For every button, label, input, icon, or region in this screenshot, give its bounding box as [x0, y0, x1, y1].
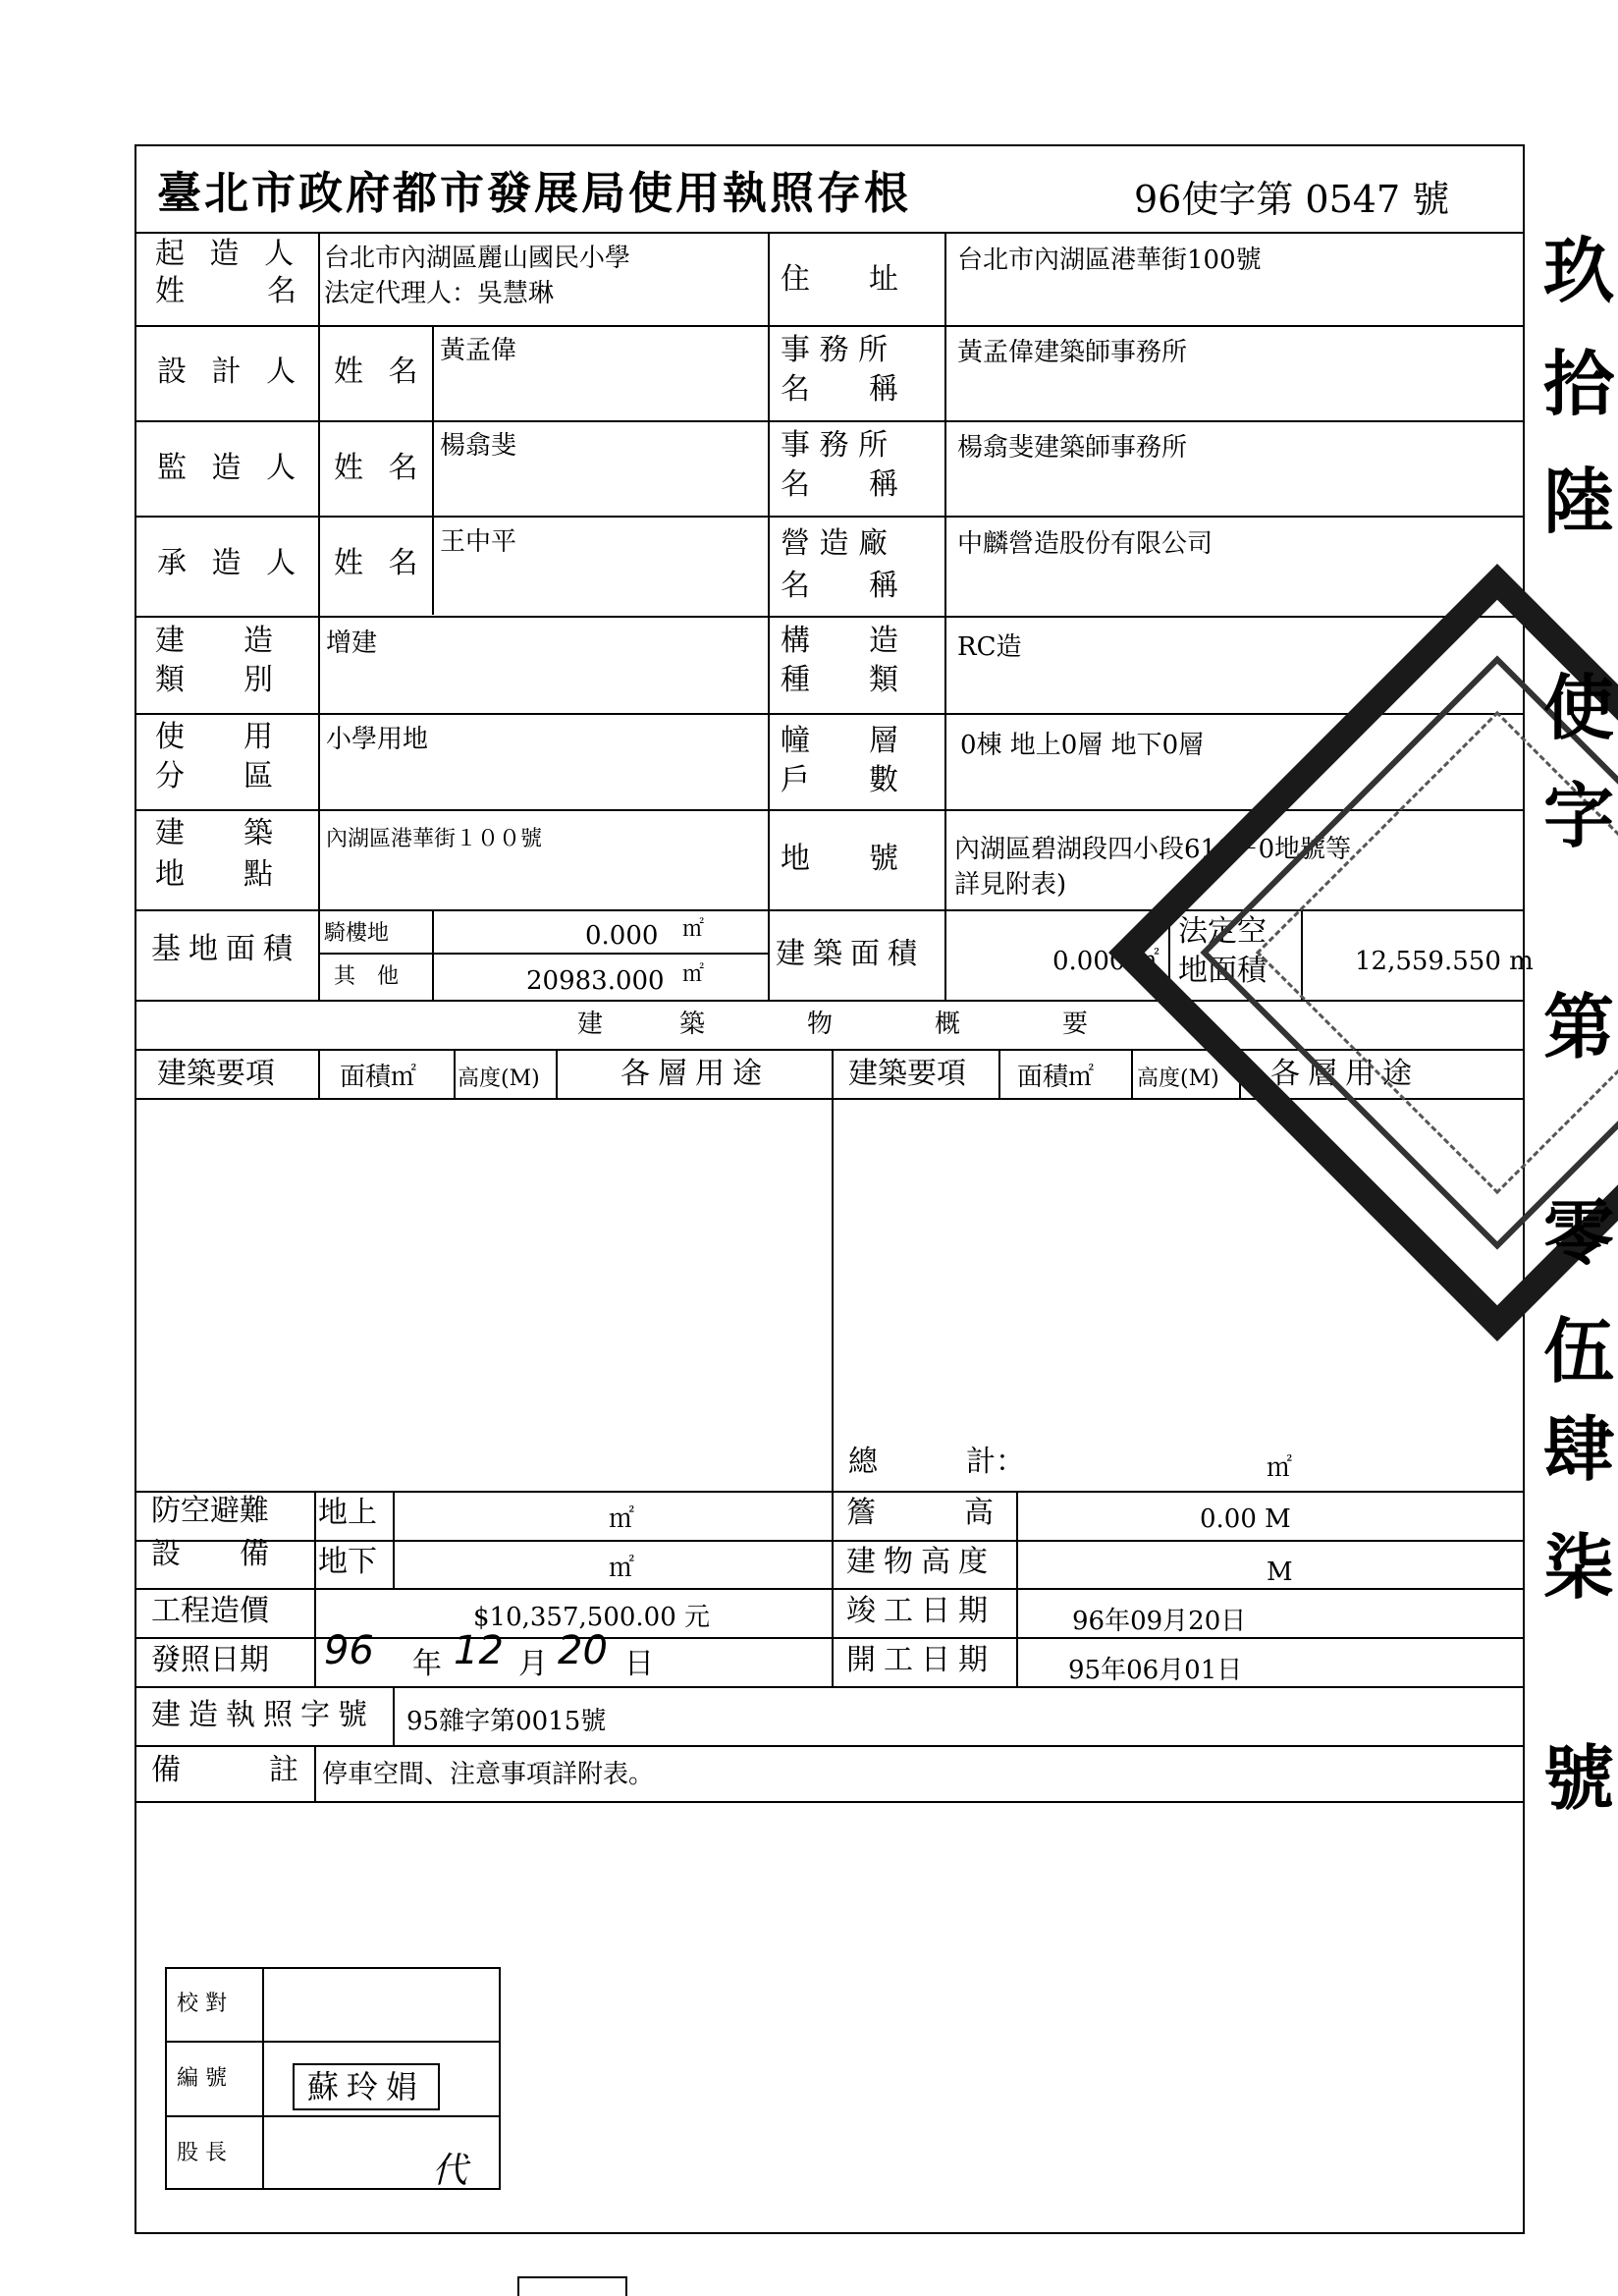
- rule: [135, 1491, 1525, 1493]
- crop-mark: [517, 2276, 519, 2296]
- rule: [1016, 1491, 1018, 1687]
- build-type-value: 增建: [326, 629, 378, 658]
- side-char: 玖: [1543, 229, 1615, 312]
- location-value: 內湖區港華街１００號: [326, 827, 543, 851]
- rule: [832, 1049, 834, 1491]
- rule: [135, 232, 1525, 234]
- rule: [135, 713, 1525, 715]
- side-char: 伍: [1543, 1309, 1615, 1393]
- issue-month-handwritten: 12: [454, 1628, 504, 1673]
- cost-label: 工程造價: [151, 1594, 269, 1628]
- rule: [314, 1745, 316, 1801]
- remarks-value: 停車空間、注意事項詳附表。: [322, 1760, 655, 1789]
- rule: [314, 1491, 316, 1687]
- open-space-value: 12,559.550 m: [1355, 947, 1534, 976]
- rule: [556, 1049, 558, 1098]
- remarks-label: 備 註: [151, 1753, 298, 1787]
- structure-value: RC造: [957, 632, 1022, 662]
- build-permit-value: 95雜字第0015號: [406, 1707, 607, 1736]
- rule: [165, 2115, 501, 2117]
- col-item-header: 建築要項: [848, 1057, 966, 1091]
- shelter-above-unit: ㎡: [609, 1504, 635, 1534]
- above-ground-label: 地上: [318, 1496, 377, 1530]
- supervisor-label: 監 造 人: [157, 451, 304, 485]
- clerk-name-stamp: 蘇玲娟: [293, 2063, 440, 2110]
- rule: [135, 1801, 1525, 1803]
- building-height-value: M: [1267, 1558, 1293, 1587]
- name-label: 姓 名: [334, 451, 426, 485]
- rule: [998, 1049, 1000, 1098]
- side-char: 號: [1543, 1736, 1615, 1820]
- chief-mark: 代: [432, 2151, 468, 2191]
- rule: [262, 1967, 264, 2190]
- building-area-label: 建築面積: [776, 937, 925, 971]
- address-label: 住 址: [781, 262, 898, 297]
- side-char: 肆: [1543, 1407, 1615, 1491]
- zoning-label: 使 用: [155, 720, 273, 754]
- completion-value: 96年09月20日: [1072, 1607, 1247, 1636]
- total-unit: ㎡: [1267, 1453, 1293, 1483]
- builder-label: 名 稱: [781, 569, 898, 603]
- contractor-label: 承 造 人: [157, 546, 304, 580]
- office-label: 名 稱: [781, 372, 898, 407]
- col-height-header: 高度(M): [1137, 1066, 1219, 1091]
- designer-office: 黃孟偉建築師事務所: [957, 338, 1188, 367]
- total-label: 總 計：: [848, 1445, 1025, 1479]
- zoning-value: 小學用地: [326, 725, 429, 754]
- number-label: 編 號: [177, 2066, 227, 2091]
- rule: [393, 1686, 395, 1745]
- issue-day-handwritten: 20: [558, 1628, 608, 1673]
- supervisor-name: 楊翕斐: [440, 431, 517, 461]
- col-item-header: 建築要項: [157, 1057, 275, 1091]
- check-label: 校 對: [177, 1992, 227, 2016]
- chief-label: 股 長: [177, 2141, 227, 2165]
- sqm-unit: ㎡: [682, 962, 705, 987]
- issue-month-suffix: 月: [518, 1647, 548, 1681]
- contractor-company: 中麟營造股份有限公司: [957, 529, 1214, 559]
- arcade-area: 0.000: [585, 921, 659, 951]
- open-space-label: 法定空: [1178, 914, 1267, 949]
- floors-value: 0棟 地上0層 地下0層: [960, 731, 1205, 760]
- col-use-header: 各層用途: [1270, 1057, 1420, 1091]
- rule: [432, 325, 434, 615]
- location-label: 建 築: [155, 816, 273, 850]
- floors-label: 戶 數: [781, 763, 898, 797]
- lot-no-label: 地 號: [781, 842, 898, 876]
- cost-value: $10,357,500.00 元: [473, 1603, 711, 1632]
- start-date-label: 開工日期: [846, 1643, 996, 1677]
- shelter-label: 設 備: [151, 1537, 269, 1571]
- build-type-label: 建 造: [155, 624, 273, 658]
- location-label: 地 點: [155, 857, 273, 892]
- floors-label: 幢 層: [781, 724, 898, 758]
- col-use-header: 各層用途: [620, 1057, 770, 1091]
- build-type-label: 類 別: [155, 663, 273, 697]
- issue-year-suffix: 年: [412, 1647, 442, 1681]
- arcade-label: 騎樓地: [324, 921, 390, 946]
- structure-label: 構 造: [781, 624, 898, 658]
- side-char: 第: [1543, 985, 1615, 1068]
- start-date-value: 95年06月01日: [1068, 1656, 1243, 1685]
- side-char: 使: [1543, 666, 1615, 749]
- rule: [454, 1049, 456, 1098]
- other-area: 20983.000: [526, 966, 665, 996]
- rule: [135, 1686, 1525, 1688]
- completion-label: 竣工日期: [846, 1594, 996, 1628]
- side-char: 零: [1543, 1191, 1615, 1275]
- build-permit-label: 建造執照字號: [151, 1698, 375, 1732]
- rule: [135, 1745, 1525, 1747]
- rule: [944, 232, 946, 1000]
- rule: [318, 953, 768, 955]
- building-area-value: 0.000 ㎡: [1052, 947, 1160, 976]
- shelter-below-unit: ㎡: [609, 1554, 635, 1583]
- overview-title: 建 築 物 概 要: [577, 1010, 1089, 1039]
- rule: [318, 232, 320, 1000]
- site-area-label: 基地面積: [151, 932, 300, 966]
- applicant-name: 台北市內湖區麗山國民小學: [324, 244, 631, 273]
- col-height-header: 高度(M): [458, 1066, 540, 1091]
- issue-date-label: 發照日期: [151, 1643, 269, 1677]
- side-char: 柒: [1543, 1525, 1615, 1609]
- side-char: 字: [1543, 774, 1615, 857]
- issue-year-handwritten: 96: [324, 1628, 374, 1673]
- rule: [318, 1049, 320, 1098]
- side-char: 拾: [1543, 342, 1615, 425]
- designer-name: 黃孟偉: [440, 336, 517, 365]
- rule: [135, 516, 1525, 518]
- sqm-unit: ㎡: [682, 917, 705, 942]
- builder-label: 營 造 廠: [781, 526, 889, 561]
- side-char: 陸: [1543, 460, 1615, 543]
- crop-mark: [517, 2276, 625, 2278]
- page-title: 臺北市政府都市發展局使用執照存根: [157, 167, 912, 219]
- office-label: 事 務 所: [781, 333, 889, 367]
- name-label: 姓 名: [334, 546, 426, 580]
- eave-label: 簷 高: [846, 1496, 994, 1530]
- eave-value: 0.00 M: [1200, 1504, 1291, 1534]
- lot-no-value: 詳見附表): [954, 870, 1067, 900]
- rule: [1131, 1049, 1133, 1098]
- rule: [832, 1491, 834, 1687]
- rule: [165, 2041, 501, 2043]
- issue-day-suffix: 日: [624, 1647, 654, 1681]
- applicant-label: 起 造 人: [155, 237, 302, 271]
- permit-number: 96使字第 0547 號: [1134, 178, 1450, 221]
- building-height-label: 建物高度: [846, 1545, 996, 1579]
- rule: [393, 1491, 395, 1589]
- rule: [135, 616, 1525, 618]
- applicant-label: 姓 名: [155, 274, 304, 308]
- rule: [135, 420, 1525, 422]
- contractor-name: 王中平: [440, 527, 517, 557]
- col-area-header: 面積㎡: [340, 1063, 417, 1092]
- below-ground-label: 地下: [318, 1545, 377, 1579]
- col-area-header: 面積㎡: [1017, 1063, 1095, 1092]
- shelter-label: 防空避難: [151, 1494, 269, 1528]
- rule: [768, 232, 770, 1000]
- rule: [314, 1540, 393, 1542]
- name-label: 姓 名: [334, 355, 426, 389]
- other-label: 其 他: [334, 964, 400, 989]
- office-label: 事 務 所: [781, 428, 889, 463]
- rule: [432, 909, 434, 1000]
- rule: [135, 1588, 1525, 1590]
- supervisor-office: 楊翕斐建築師事務所: [957, 433, 1188, 463]
- designer-label: 設 計 人: [157, 355, 304, 389]
- address-value: 台北市內湖區港華街100號: [957, 246, 1262, 275]
- structure-label: 種 類: [781, 663, 898, 697]
- open-space-label: 地面積: [1178, 954, 1267, 988]
- lot-no-value: 內湖區碧湖段四小段610－0地號等: [954, 835, 1352, 864]
- applicant-rep: 法定代理人：吳慧琳: [324, 279, 555, 308]
- zoning-label: 分 區: [155, 759, 273, 793]
- rule: [135, 325, 1525, 327]
- crop-mark: [625, 2276, 627, 2296]
- office-label: 名 稱: [781, 467, 898, 502]
